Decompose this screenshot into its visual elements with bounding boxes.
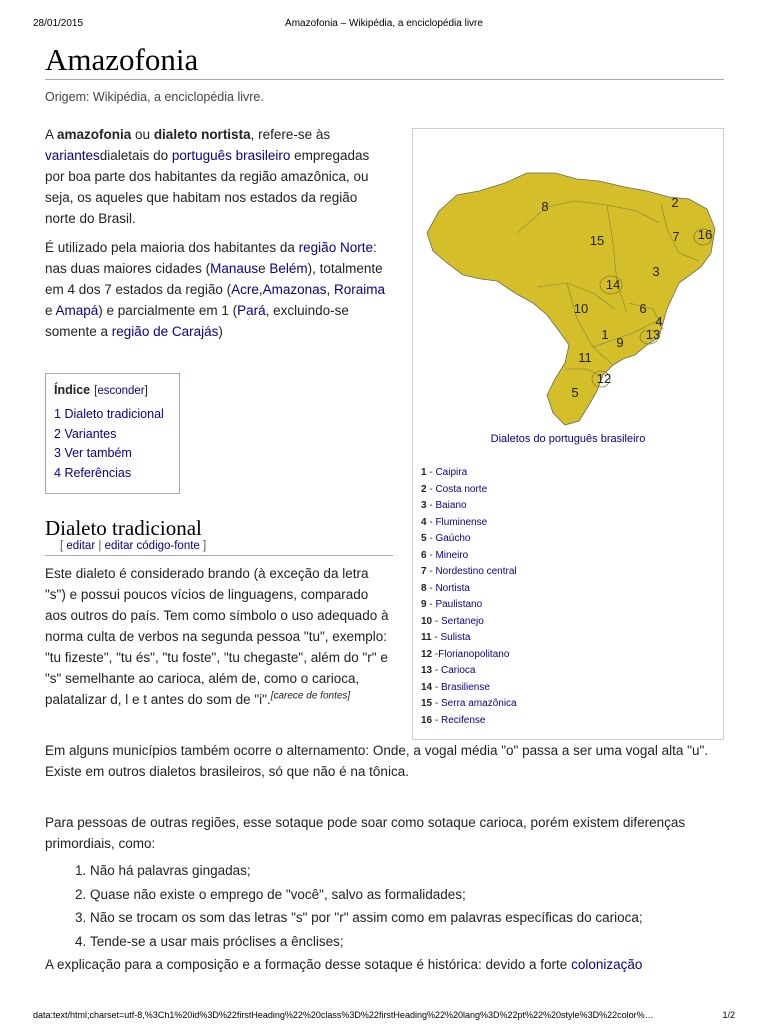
edit-source-link[interactable]: editar código-fonte (104, 540, 200, 552)
brazil-map-svg (417, 133, 719, 428)
map-region-label: 3 (652, 264, 660, 279)
toc-item-link[interactable]: 2 Variantes (54, 426, 117, 441)
legend-link[interactable]: Paulistano (435, 599, 483, 610)
link-variantes[interactable]: variantes (45, 148, 100, 163)
map-region-label: 14 (605, 277, 621, 292)
toc-item-link[interactable]: 3 Ver também (54, 446, 132, 460)
toc-title: Índice (54, 383, 91, 397)
citation-needed[interactable]: [carece de fontes] (270, 690, 351, 702)
map-region-label: 15 (589, 233, 605, 248)
lead-paragraph-1: A amazofonia ou dialeto nortista, refere-se às variantesdialetais do português brasileiro empregadas por boa parte dos habitantes da região amazônica, ou seja, os aqueles que habitam nos estados da região norte do Brasil. (45, 127, 370, 226)
toc-item-link[interactable]: 4 Referências (54, 465, 132, 480)
section-divider (45, 555, 393, 556)
link-amazonas[interactable]: Amazonas (262, 282, 327, 297)
section-paragraph-3: Para pessoas de outras regiões, esse sotaque pode soar como sotaque carioca, porém existem diferenças primordiais, como: (45, 815, 686, 851)
section-paragraph-4: A explicação para a composição e a formação desse sotaque é histórica: devido a forte colonização (45, 957, 643, 972)
link-regiao-norte[interactable]: região Norte (298, 240, 373, 255)
legend-link[interactable]: Baiano (435, 500, 467, 511)
differences-list (72, 859, 643, 953)
legend-item: 8 - Nortista (421, 582, 470, 594)
legend-item: 14 - Brasiliense (421, 681, 490, 693)
section-paragraph-1: Este dialeto é considerado brando (à exceção da letra "s") e possui poucos vícios de linguagens, comparado aos outros do país. Tem como símbolo o uso adequado à norma culta de verbos na segunda pessoa "tu", exemplo: "tu fizeste", "tu és", "tu foste", "tu chegaste", além do "r" e "s" semelhante ao carioca, além de, como o carioca, palatalizar d, l e t antes do som de "i".[carece de fontes] (45, 566, 389, 707)
list-item: 3. Não se trocam os som das letras "s" por "r" assim como em palavras específicas do carioca; (90, 906, 643, 930)
title-divider (45, 79, 724, 80)
legend-item: 5 - Gaúcho (421, 533, 471, 544)
list-item: 1. Não há palavras gingadas; (90, 859, 643, 883)
print-header (33, 18, 735, 32)
legend-link[interactable]: Florianopolitano (438, 648, 510, 660)
map-region-label: 9 (616, 335, 624, 350)
map-region-label: 8 (541, 199, 549, 214)
legend-link[interactable]: Fluminense (435, 516, 488, 528)
term-amazofonia: amazofonia (57, 127, 132, 142)
map-region-label: 2 (671, 195, 679, 210)
legend-link[interactable]: Serra amazônica (441, 698, 517, 709)
link-belem[interactable]: Belém (269, 261, 308, 276)
term-dialeto-nortista: dialeto nortista (153, 127, 251, 142)
lead-section (45, 124, 390, 350)
toc-item[interactable] (54, 444, 171, 464)
legend-link[interactable]: Costa norte (435, 483, 488, 495)
toc-hide-link[interactable]: esconder (97, 385, 145, 397)
toc-item[interactable] (54, 425, 171, 445)
toc-item-link[interactable]: 1 Dialeto tradicional (54, 407, 164, 421)
print-date: 28/01/2015 (33, 18, 84, 29)
list-item: 4. Tende-se a usar mais próclises a ênclises; (90, 930, 643, 954)
legend-link[interactable]: Sertanejo (441, 615, 484, 627)
link-roraima[interactable]: Roraima (333, 282, 385, 297)
map-region-label: 12 (596, 371, 612, 386)
map-figure (412, 128, 724, 740)
toc-item[interactable] (54, 464, 171, 484)
print-url: data:text/html;charset=utf-8,%3Ch1%20id%3D%22firstHeading%22%20class%3D%22firstHeading%22%20lang%3D%22pt%22%20style%3D%22color%… (33, 1010, 654, 1020)
map-legend (421, 465, 517, 729)
map-region-label: 7 (672, 229, 680, 244)
legend-link[interactable]: Brasiliense (441, 681, 490, 693)
map-caption (413, 433, 723, 445)
legend-link[interactable]: Nortista (435, 582, 470, 594)
map-region-label: 16 (697, 227, 713, 242)
link-manaus[interactable]: Manaus (210, 261, 259, 276)
legend-item: 6 - Mineiro (421, 549, 469, 561)
table-of-contents (45, 373, 180, 494)
print-page-number: 1/2 (722, 1010, 735, 1020)
map-region-label: 1 (601, 327, 609, 342)
legend-item: 9 - Paulistano (421, 599, 483, 610)
print-page-title: Amazofonia – Wikipédia, a enciclopédia livre (285, 18, 483, 29)
toc-header (54, 383, 171, 397)
brazil-dialects-map[interactable] (417, 133, 719, 428)
legend-item: 4 - Fluminense (421, 516, 488, 528)
legend-item: 1 - Caipira (421, 467, 468, 478)
list-item: 2. Quase não existe o emprego de "você", salvo as formalidades; (90, 883, 643, 907)
edit-section-links: [ editar | editar código-fonte ] (60, 540, 207, 552)
section-heading-dialeto-tradicional: Dialeto tradicional (45, 516, 202, 540)
site-subtitle: Origem: Wikipédia, a enciclopédia livre. (45, 90, 264, 104)
legend-item: 7 - Nordestino central (421, 566, 517, 577)
legend-item: 15 - Serra amazônica (421, 698, 517, 709)
link-portugues-brasileiro[interactable]: português brasileiro (171, 148, 291, 163)
legend-item: 12 -Florianopolitano (421, 648, 510, 660)
legend-link[interactable]: Caipira (435, 467, 468, 478)
map-region-label: 13 (645, 327, 661, 342)
legend-link[interactable]: Recifense (441, 714, 486, 726)
link-amapa[interactable]: Amapá (55, 303, 99, 318)
legend-item: 11 - Sulista (421, 632, 471, 643)
map-region-label: 5 (571, 385, 579, 400)
link-colonizacao[interactable]: colonização (571, 957, 643, 972)
map-region-label: 4 (655, 314, 663, 329)
legend-item: 13 - Carioca (421, 665, 476, 676)
page-title: Amazofonia (45, 42, 199, 77)
legend-item: 16 - Recifense (421, 714, 486, 726)
toc-toggle: [esconder] (94, 385, 148, 397)
section-paragraph-2: Em alguns municípios também ocorre o alternamento: Onde, a vogal média "o" passa a ser uma vogal alta "u". Existe em outros dialetos brasileiros, só que não é na tônica. (45, 743, 709, 779)
map-region-label: 11 (578, 350, 592, 365)
lead-paragraph-2: É utilizado pela maioria dos habitantes da região Norte: nas duas maiores cidades (Manause Belém), totalmente em 4 dos 7 estados da região (Acre,Amazonas, Roraima e Amapá) e parcialmente em 1 (Pará, excluindo-se somente a região de Carajás) (45, 240, 385, 339)
legend-link[interactable]: Mineiro (435, 549, 469, 561)
link-regiao-de-carajas[interactable]: região de Carajás (111, 324, 219, 339)
legend-link[interactable]: Carioca (441, 665, 476, 676)
legend-item: 2 - Costa norte (421, 483, 488, 495)
legend-item: 10 - Sertanejo (421, 615, 484, 627)
toc-item[interactable] (54, 405, 171, 425)
toc-list (54, 405, 171, 483)
map-region-label: 10 (573, 301, 589, 316)
edit-link[interactable]: editar (66, 540, 96, 552)
legend-link[interactable]: Gaúcho (435, 533, 471, 544)
legend-link[interactable]: Nordestino central (435, 566, 517, 577)
map-caption-link[interactable]: Dialetos do português brasileiro (490, 433, 646, 445)
legend-link[interactable]: Sulista (440, 632, 471, 643)
link-para[interactable]: Pará (237, 303, 266, 318)
legend-item: 3 - Baiano (421, 500, 467, 511)
map-region-label: 6 (639, 301, 647, 316)
link-acre[interactable]: Acre (231, 282, 259, 297)
